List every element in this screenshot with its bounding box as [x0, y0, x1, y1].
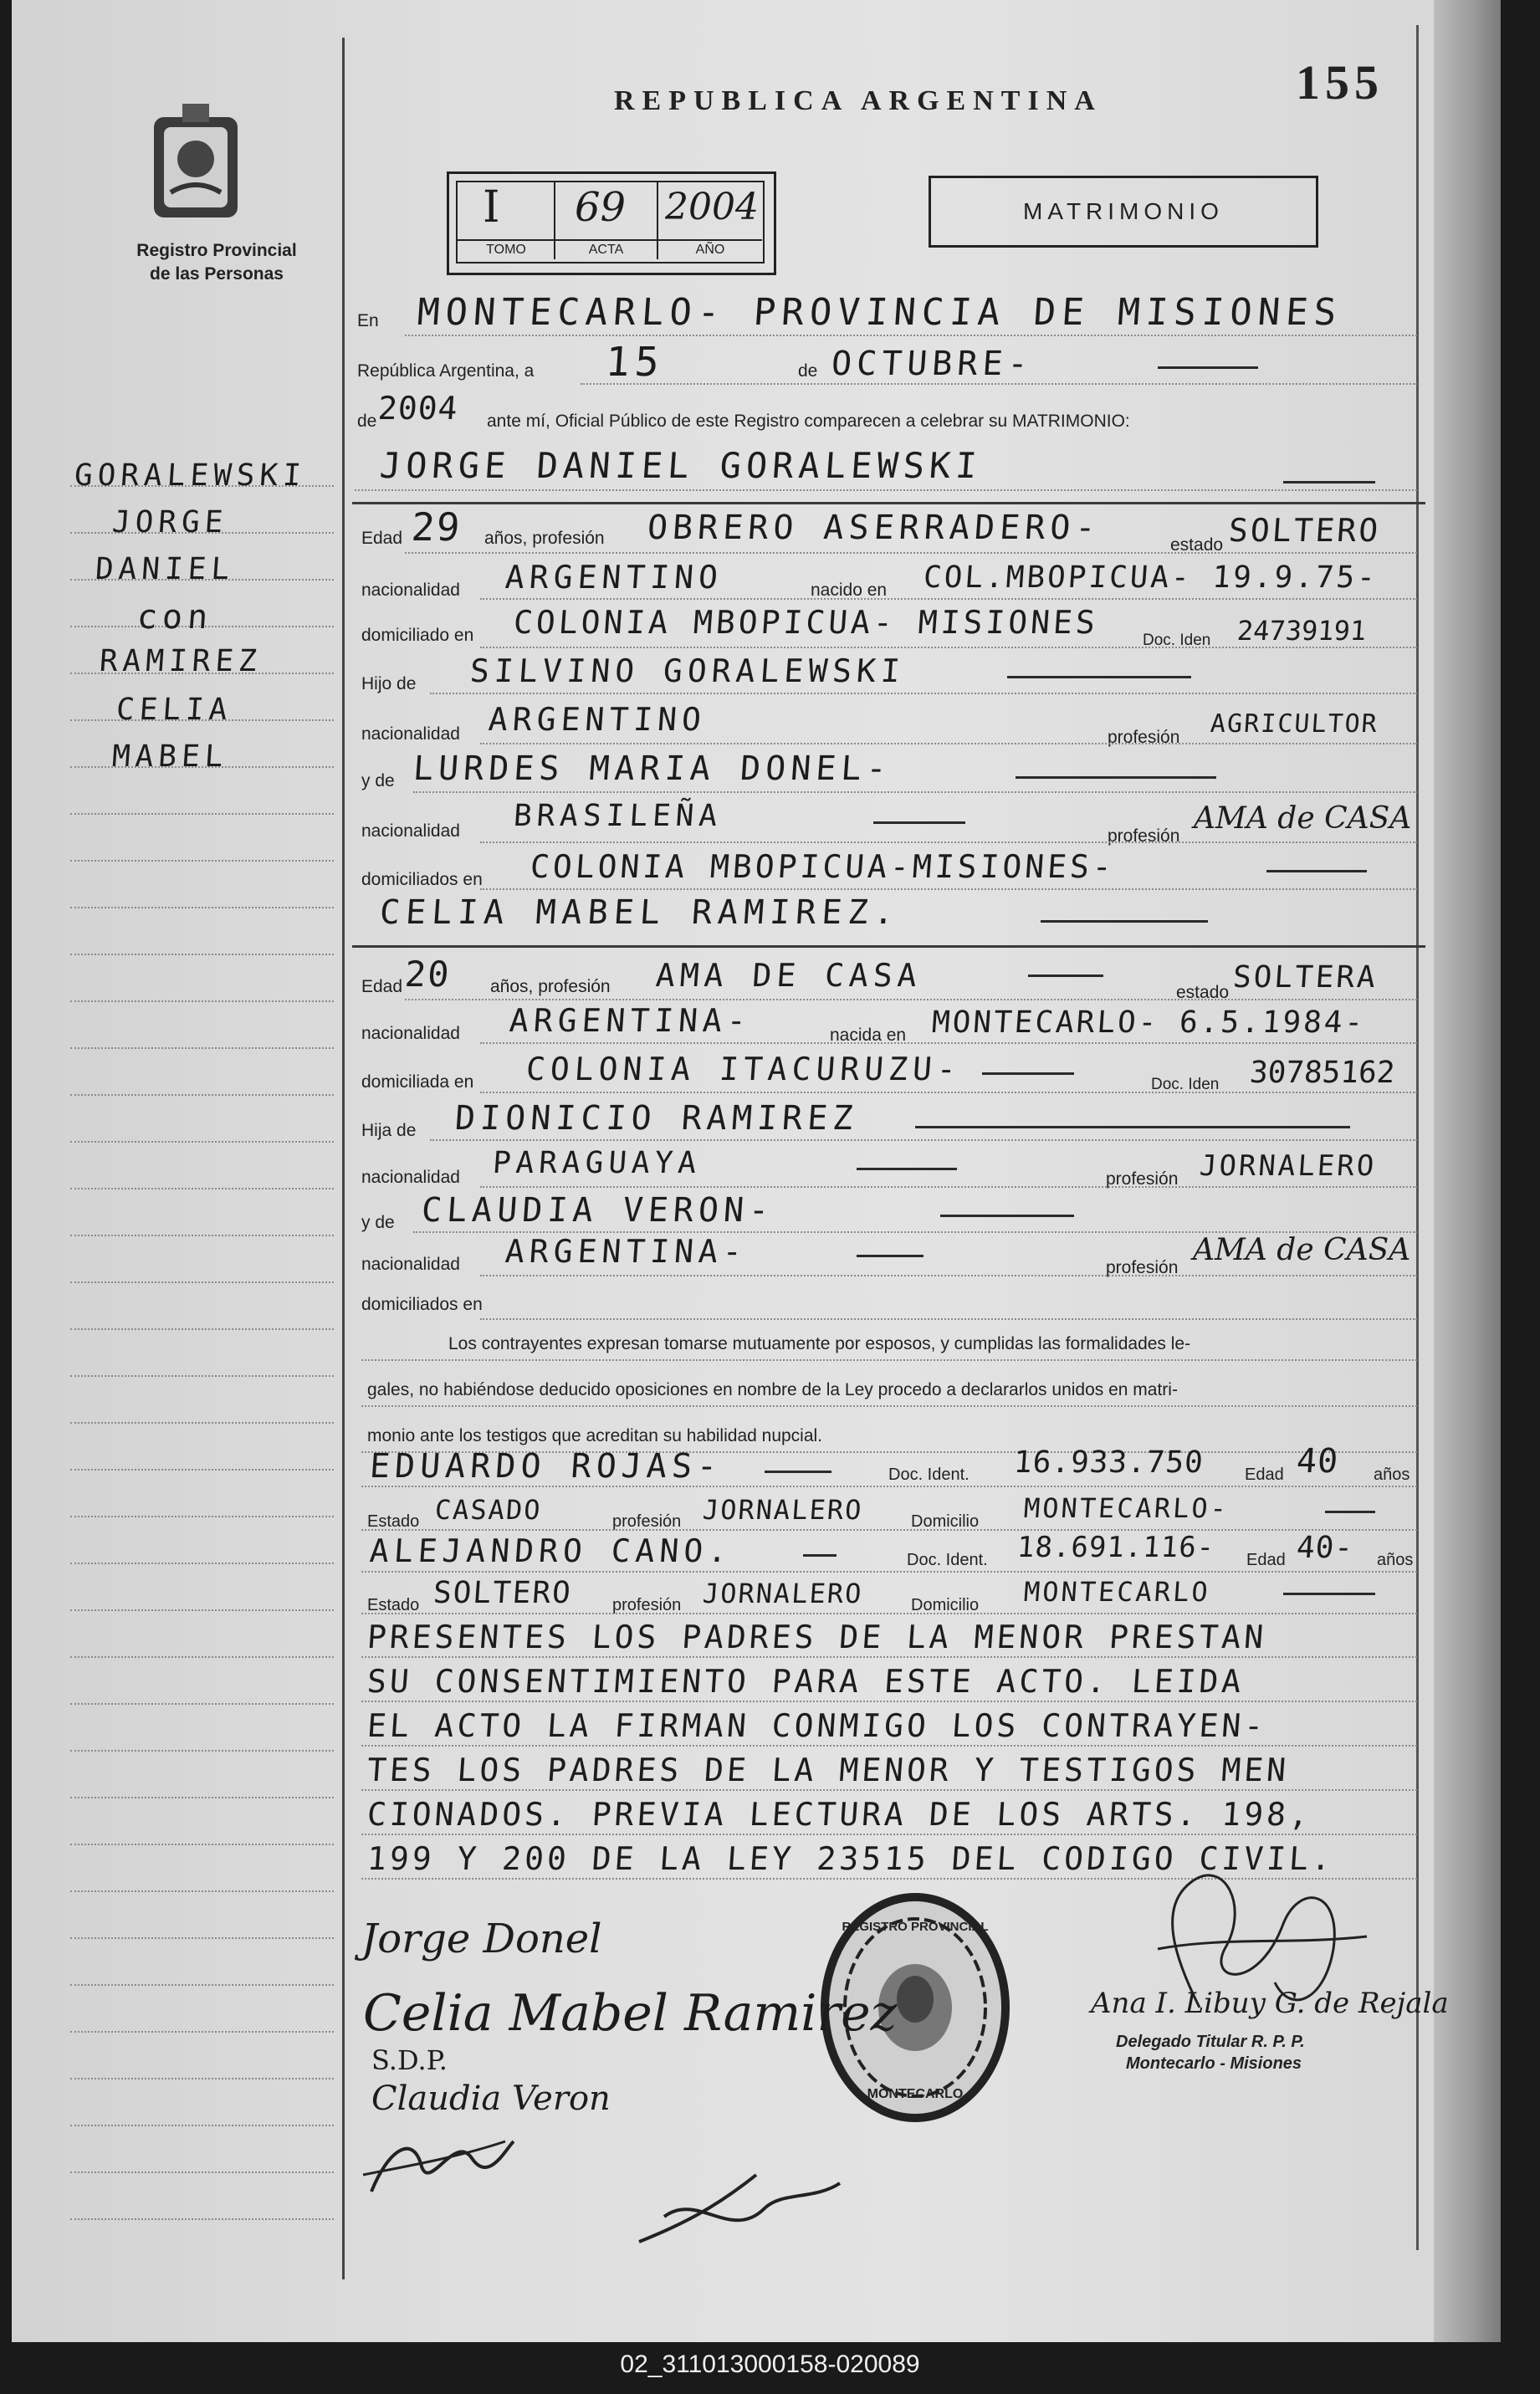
country-header: REPUBLICA ARGENTINA	[614, 85, 1103, 116]
witness2-estado-label: Estado	[367, 1596, 420, 1614]
groom-age: 29	[410, 504, 463, 550]
officer-place: Montecarlo - Misiones	[1126, 2054, 1302, 2073]
witness1-prof-label: profesión	[612, 1512, 682, 1531]
groom-domiciliados-label: domiciliados en	[361, 870, 483, 889]
witness2-estado: SOLTERO	[432, 1576, 574, 1610]
groom-mother-prof-label: profesión	[1108, 826, 1180, 846]
registry-name-line2: de las Personas	[150, 264, 284, 284]
witness1-domicile: MONTECARLO-	[1022, 1492, 1230, 1524]
groom-father-prof-label: profesión	[1108, 728, 1180, 747]
bride-edad-label: Edad	[361, 977, 403, 996]
signature-mother: Claudia Veron	[371, 2079, 611, 2118]
margin-note-line: DANIEL	[94, 552, 236, 586]
intro-day: 15	[604, 339, 666, 386]
note-line: CIONADOS. PREVIA LECTURA DE LOS ARTS. 198,	[366, 1796, 1313, 1833]
bride-mother-nationality: ARGENTINA-	[504, 1233, 749, 1270]
groom-doc: 24739191	[1236, 615, 1368, 647]
ano-value: 2004	[665, 186, 759, 228]
groom-mother-nat-label: nacionalidad	[361, 821, 460, 841]
acta-value: 69	[575, 184, 627, 231]
groom-domicile: COLONIA MBOPICUA- MISIONES	[512, 604, 1100, 641]
de2-label: de	[357, 412, 377, 431]
ano-label: AÑO	[695, 243, 725, 257]
bride-estado: SOLTERA	[1231, 960, 1379, 995]
margin-note-line: RAMIREZ	[98, 644, 263, 678]
groom-parents-domicile: COLONIA MBOPICUA-MISIONES-	[529, 848, 1117, 885]
bride-father-profession: JORNALERO	[1198, 1149, 1378, 1183]
de-label: de	[798, 361, 818, 381]
witness2-doc: 18.691.116-	[1016, 1531, 1216, 1564]
en-label: En	[357, 311, 379, 330]
witness2-dom-label: Domicilio	[911, 1596, 980, 1614]
declaration-line: monio ante los testigos que acreditan su habilidad nupcial.	[367, 1426, 823, 1445]
note-line: EL ACTO LA FIRMAN CONMIGO LOS CONTRAYEN-	[366, 1707, 1268, 1744]
margin-note-line: CELIA	[115, 693, 233, 727]
groom-father-nat-label: nacionalidad	[361, 724, 460, 744]
declaration-line: Los contrayentes expresan tomarse mutuamente por esposos, y cumplidas las formalidades le-	[448, 1334, 1191, 1353]
witness1-name: EDUARDO ROJAS-	[368, 1447, 724, 1486]
officer-name: Ana I. Libuy G. de Rejala	[1091, 1987, 1449, 2020]
groom-nacido-label: nacido en	[811, 581, 888, 600]
bride-profesion-label: años, profesión	[490, 977, 611, 996]
bride-mother-nat-label: nacionalidad	[361, 1255, 460, 1274]
margin-note-line: con	[136, 598, 214, 637]
bride-estado-label: estado	[1176, 983, 1230, 1002]
bride-father: DIONICIO RAMIREZ	[453, 1099, 859, 1138]
tomo-label: TOMO	[486, 243, 526, 257]
bride-nacida-label: nacida en	[830, 1026, 907, 1045]
bride-father-nationality: PARAGUAYA	[491, 1146, 703, 1180]
bride-doc-label: Doc. Iden	[1151, 1076, 1220, 1093]
bride-birth: MONTECARLO- 6.5.1984-	[930, 1005, 1367, 1040]
margin-line	[342, 38, 345, 2279]
bride-doc: 30785162	[1248, 1056, 1396, 1090]
groom-mother-nationality: BRASILEÑA	[512, 799, 724, 833]
groom-domiciliado-label: domiciliado en	[361, 626, 474, 645]
signature-groom: Jorge Donel	[361, 1916, 602, 1962]
bride-name: CELIA MABEL RAMIREZ.	[378, 893, 902, 932]
witness1-estado: CASADO	[433, 1494, 543, 1526]
witness2-name: ALEJANDRO CANO.	[368, 1532, 734, 1569]
witness2-age: 40-	[1295, 1531, 1355, 1565]
witness1-anos-label: años	[1374, 1466, 1410, 1484]
registry-name-line1: Registro Provincial	[136, 241, 297, 260]
page-number: 155	[1296, 55, 1384, 110]
footer-id: 02_311013000158-020089	[620, 2351, 920, 2378]
margin-note-line: MABEL	[110, 739, 229, 774]
bride-mother-profession: AMA de CASA	[1193, 1233, 1411, 1267]
groom-yde-label: y de	[361, 771, 395, 790]
witness2-profession: JORNALERO	[701, 1578, 864, 1609]
witness2-domicile: MONTECARLO	[1022, 1576, 1211, 1608]
groom-mother-profession: AMA de CASA	[1194, 801, 1412, 836]
groom-edad-label: Edad	[361, 529, 403, 548]
groom-father: SILVINO GORALEWSKI	[468, 652, 907, 689]
bride-domicile: COLONIA ITACURUZU-	[524, 1051, 963, 1087]
groom-mother: LURDES MARIA DONEL-	[412, 749, 893, 788]
signature-bride: Celia Mabel Ramirez	[363, 1984, 898, 2043]
groom-profession: OBRERO ASERRADERO-	[646, 509, 1103, 547]
groom-birth: COL.MBOPICUA- 19.9.75-	[922, 560, 1379, 595]
groom-hijo-label: Hijo de	[361, 674, 417, 693]
groom-estado-label: estado	[1170, 535, 1224, 555]
witness1-dom-label: Domicilio	[911, 1512, 980, 1531]
groom-father-nationality: ARGENTINO	[487, 701, 708, 738]
witness1-estado-label: Estado	[367, 1512, 420, 1531]
bride-domiciliados-label: domiciliados en	[361, 1295, 483, 1314]
note-line: PRESENTES LOS PADRES DE LA MENOR PRESTAN	[366, 1619, 1268, 1655]
bride-father-prof-label: profesión	[1106, 1169, 1179, 1189]
witness1-doc: 16.933.750	[1012, 1445, 1205, 1480]
bride-age: 20	[403, 954, 453, 995]
bride-mother: CLAUDIA VERON-	[420, 1191, 775, 1230]
groom-name: JORGE DANIEL GORALEWSKI	[378, 445, 984, 486]
bride-father-nat-label: nacionalidad	[361, 1168, 460, 1187]
witness1-signature-scribble	[355, 2116, 522, 2208]
margin-note-line: JORGE	[110, 505, 229, 540]
groom-estado: SOLTERO	[1227, 512, 1382, 549]
groom-profesion-label: años, profesión	[484, 529, 605, 548]
right-border-line	[1416, 25, 1419, 2250]
groom-nationality: ARGENTINO	[504, 559, 724, 596]
officer-title: Delegado Titular R. P. P.	[1116, 2033, 1305, 2051]
intro-place: MONTECARLO- PROVINCIA DE MISIONES	[416, 291, 1343, 334]
bride-hija-label: Hija de	[361, 1121, 417, 1140]
registry-emblem-icon	[137, 100, 254, 226]
groom-nacionalidad-label: nacionalidad	[361, 581, 460, 600]
margin-note-line: GORALEWSKI	[73, 458, 308, 493]
witness1-doc-label: Doc. Ident.	[888, 1466, 970, 1484]
note-line: SU CONSENTIMIENTO PARA ESTE ACTO. LEIDA	[366, 1663, 1246, 1700]
witness2-edad-label: Edad	[1246, 1551, 1286, 1569]
record-id-box	[447, 171, 776, 275]
witness1-edad-label: Edad	[1245, 1466, 1284, 1484]
bride-domiciliada-label: domiciliada en	[361, 1072, 474, 1092]
ante-text: ante mí, Oficial Público de este Registro comparecen a celebrar su MATRIMONIO:	[487, 412, 1130, 431]
bride-profession: AMA DE CASA	[654, 957, 923, 994]
bride-yde-label: y de	[361, 1213, 395, 1232]
declaration-line: gales, no habiéndose deducido oposiciones en nombre de la Ley procedo a declararlos unidos en matri-	[367, 1380, 1178, 1399]
groom-father-profession: AGRICULTOR	[1209, 709, 1379, 739]
witness2-prof-label: profesión	[612, 1596, 682, 1614]
bride-nationality: ARGENTINA-	[508, 1002, 753, 1039]
seal-bottom-text: MONTECARLO	[867, 2087, 964, 2101]
witness1-profession: JORNALERO	[701, 1494, 864, 1526]
record-type-box	[929, 176, 1318, 248]
note-line: 199 Y 200 DE LA LEY 23515 DEL CODIGO CIVIL.	[366, 1840, 1336, 1877]
register-page	[12, 0, 1501, 2342]
republica-label: República Argentina, a	[357, 361, 535, 381]
note-line: TES LOS PADRES DE LA MENOR Y TESTIGOS MEN	[366, 1752, 1291, 1788]
seal-top-text: REGISTRO PROVINCIAL	[842, 1920, 989, 1934]
signature-father: S.D.P.	[371, 2044, 448, 2076]
acta-label: ACTA	[588, 243, 624, 257]
tomo-value: I	[483, 182, 500, 233]
groom-doc-label: Doc. Iden	[1143, 632, 1211, 649]
intro-year: 2004	[376, 390, 460, 427]
witness2-anos-label: años	[1377, 1551, 1414, 1569]
bride-mother-prof-label: profesión	[1106, 1258, 1179, 1277]
witness1-age: 40	[1295, 1442, 1340, 1481]
witness2-doc-label: Doc. Ident.	[907, 1551, 988, 1569]
bride-nacionalidad-label: nacionalidad	[361, 1024, 460, 1043]
record-type: MATRIMONIO	[1023, 198, 1224, 224]
intro-month: OCTUBRE-	[830, 345, 1035, 383]
witness2-signature-scribble	[631, 2158, 848, 2258]
